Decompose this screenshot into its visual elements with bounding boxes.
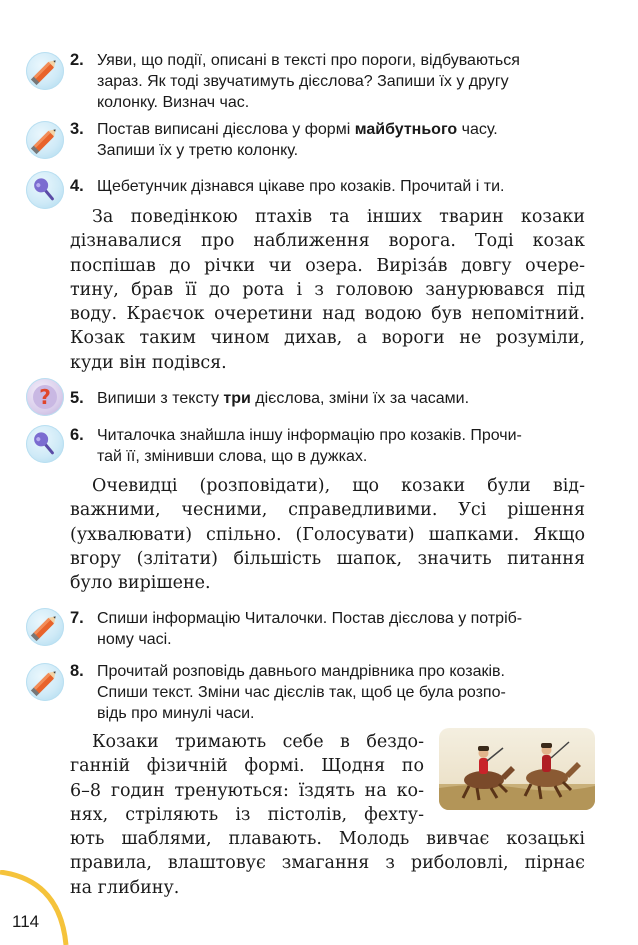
task-number: 8. [70,662,84,680]
task-number: 2. [70,51,84,69]
task-number: 3. [70,120,84,138]
task-text: Уяви, що події, описані в тексті про пороги, відбуваються зараз. Як тоді звучатимуть дієслова? Запиши їх у другу колонку. Визнач час. [97,52,520,111]
reading-text-1: За поведінкою птахів та інших тварин козаки дізнавалися про наближення ворога. Тоді козак поспішав до річки чи озера. Вирізáв довгу очере- тину, брав її до рота і з головою занурювався під воду. Краєчок очеретини над водою був непомітний. Козак таким чином дихав, а вороги не розуміли, куди він подівся. [70,207,585,373]
microphone-icon [26,425,64,463]
task-number: 7. [70,609,84,627]
task-text: Постав виписані дієслова у формі майбутнього часу. Запиши їх у третю колонку. [97,121,498,159]
task-text: Спиши інформацію Читалочки. Постав дієслова у потріб- ному часі. [97,610,523,648]
task-number: 6. [70,426,84,444]
corner-decoration [0,870,80,945]
cossack-riders-illustration [439,728,595,810]
pencil-icon [26,663,64,701]
task-number: 4. [70,177,84,195]
page-number: 114 [12,912,40,931]
task-text: Щебетунчик дізнався цікаве про козаків. Прочитай і ти. [97,178,505,195]
task-text: Читалочка знайшла іншу інформацію про козаків. Прочи- тай її, змінивши слова, що в дужках. [97,427,522,465]
microphone-icon [26,171,64,209]
svg-text:?: ? [39,385,51,409]
task-number: 5. [70,389,84,407]
pencil-icon [26,121,64,159]
pencil-icon [26,608,64,646]
reading-text-3: Козаки тримають себе в бездо- ганній фізичній формі. Щодня по 6–8 годин тренуються: їздять на ко- нях, стріляють із пістолів, фехту- ють шаблями, плавають. Молодь вивчає козацькі правила, влаштовує змагання з риболовлі, пірнає на глибину. [70,732,585,898]
reading-text-2: Очевидці (розповідати), що козаки були від- важними, чесними, справедливими. Усі рішення (ухвалювати) спільно. (Голосувати) шапками. Якщо вгору (злітати) більшість шапок, значить питання було вирішене. [70,476,585,594]
task-text: Прочитай розповідь давнього мандрівника про козаків. Спиши текст. Зміни час дієслів так, щоб це була розпо- відь про минулі часи. [97,663,506,722]
task-text: Випиши з тексту три дієслова, зміни їх за часами. [97,390,470,407]
question-icon [26,378,64,416]
pencil-icon [26,52,64,90]
